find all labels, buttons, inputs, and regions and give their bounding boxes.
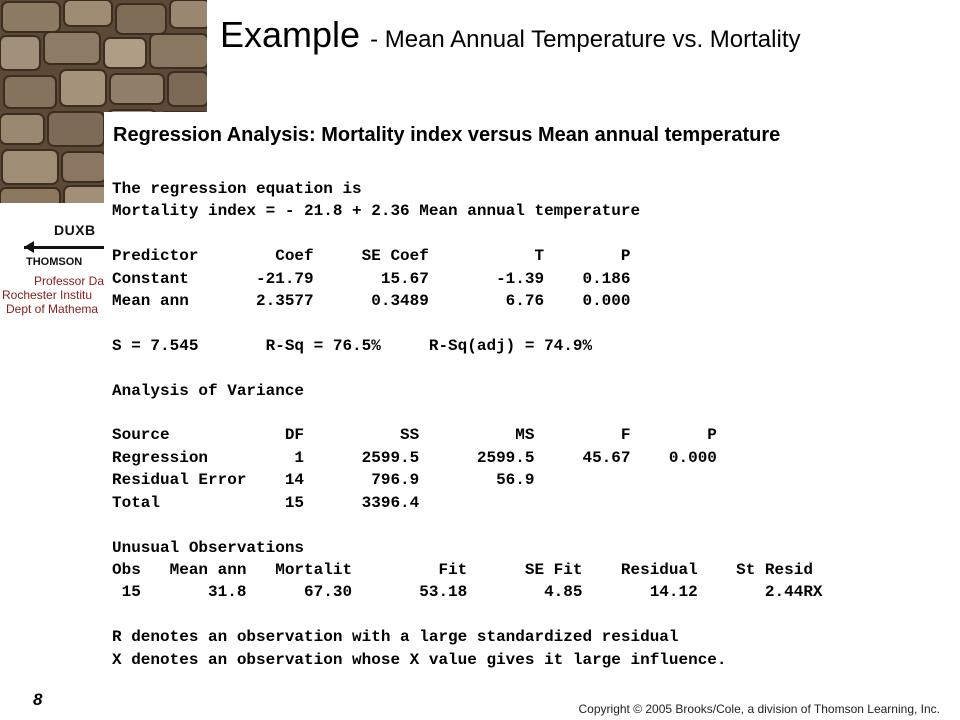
output-line: R denotes an observation with a large standardized residual xyxy=(112,628,679,647)
logo-rule xyxy=(24,246,110,249)
regression-heading: Regression Analysis: Mortality index versus Mean annual temperature xyxy=(113,124,781,146)
output-line: X denotes an observation whose X value gives it large influence. xyxy=(112,650,727,669)
output-line: Predictor Coef SE Coef T P xyxy=(112,247,631,266)
output-line: Unusual Observations xyxy=(112,538,305,557)
logo-brand: DUXB xyxy=(54,222,96,238)
output-line: The regression equation is xyxy=(112,180,362,198)
output-line: Analysis of Variance xyxy=(112,381,305,400)
logo-line-2: Rochester Institu xyxy=(2,288,93,302)
page-number: 8 xyxy=(33,690,43,709)
output-line: Constant -21.79 15.67 -1.39 0.186 xyxy=(112,269,631,288)
output-line: Residual Error 14 796.9 56.9 xyxy=(112,471,535,490)
publisher-logo xyxy=(0,222,110,322)
slide-subtitle: - Mean Annual Temperature vs. Mortality xyxy=(370,26,801,53)
output-line: 15 31.8 67.30 53.18 4.85 14.12 2.44RX xyxy=(112,583,823,602)
slide-title-main: Example xyxy=(220,14,361,55)
logo-line-1: Professor Da xyxy=(34,274,105,288)
output-line: S = 7.545 R-Sq = 76.5% R-Sq(adj) = 74.9% xyxy=(112,336,593,355)
slide-title xyxy=(220,14,800,56)
output-line: Source DF SS MS F P xyxy=(112,426,717,445)
output-line: Mortality index = - 21.8 + 2.36 Mean annual temperature xyxy=(112,202,641,221)
copyright-notice: Copyright © 2005 Brooks/Cole, a division of Thomson Learning, Inc. xyxy=(578,702,940,716)
logo-publisher: THOMSON xyxy=(26,256,83,268)
output-line: Mean ann 2.3577 0.3489 6.76 0.000 xyxy=(112,292,631,311)
logo-line-3: Dept of Mathema xyxy=(6,302,99,316)
output-line: Regression 1 2599.5 2599.5 45.67 0.000 xyxy=(112,448,717,467)
output-line: Total 15 3396.4 xyxy=(112,493,420,512)
regression-output xyxy=(112,178,823,671)
output-line: Obs Mean ann Mortalit Fit SE Fit Residual St Resid xyxy=(112,560,813,579)
